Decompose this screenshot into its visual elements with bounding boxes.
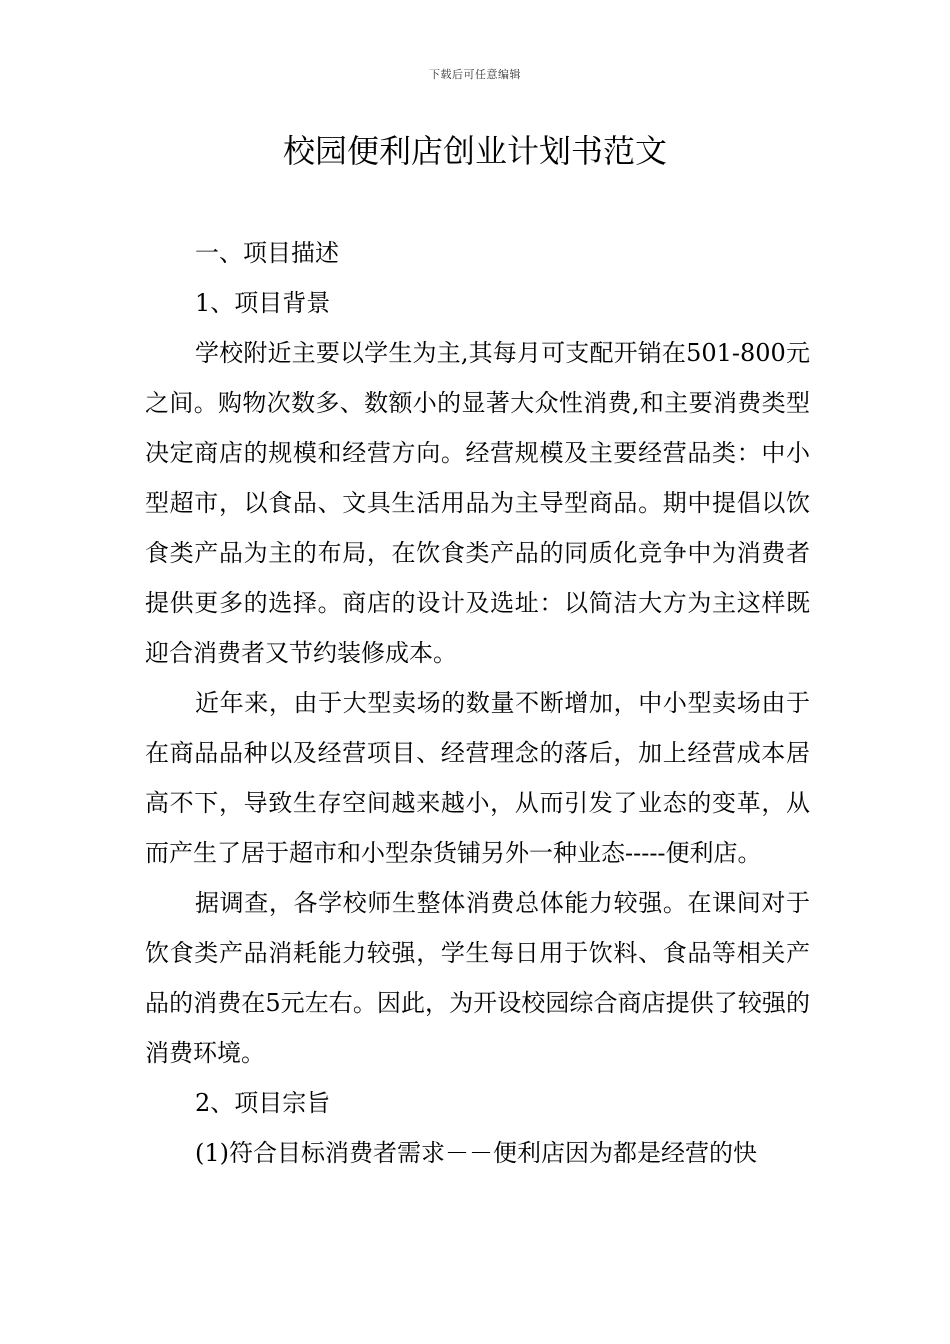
document-title: 校园便利店创业计划书范文 — [282, 132, 667, 170]
paragraph-background: 学校附近主要以学生为主,其每月可支配开销在501-800元之间。购物次数多、数额小的显著大众性消费,和主要消费类型决定商店的规模和经营方向。经营规模及主要经营品类：中小型超市，以食品、文具生活用品为主导型商品。期中提倡以饮食类产品为主的布局，在饮食类产品的同质化竞争中为消费者提供更多的选择。商店的设计及选址：以简洁大方为主这样既迎合消费者又节约装修成本。 — [145, 339, 810, 667]
paragraph-purpose-1: (1)符合目标消费者需求－－便利店因为都是经营的快 — [195, 1139, 757, 1167]
subsection-heading-project-purpose: 2、项目宗旨 — [195, 1089, 331, 1117]
paragraph-survey: 据调查，各学校师生整体消费总体能力较强。在课间对于饮食类产品消耗能力较强，学生每日用于饮料、食品等相关产品的消费在5元左右。因此，为开设校园综合商店提供了较强的消费环境。 — [145, 889, 810, 1067]
section-heading-project-description: 一、项目描述 — [195, 239, 339, 267]
header-note: 下载后可任意编辑 — [429, 68, 521, 81]
subsection-heading-project-background: 1、项目背景 — [195, 289, 331, 317]
paragraph-industry-trend: 近年来，由于大型卖场的数量不断增加，中小型卖场由于在商品品种以及经营项目、经营理念的落后，加上经营成本居高不下，导致生存空间越来越小，从而引发了业态的变革，从而产生了居于超市和小型杂货铺另外一种业态-----便利店。 — [145, 689, 810, 867]
document-body — [145, 228, 810, 1178]
